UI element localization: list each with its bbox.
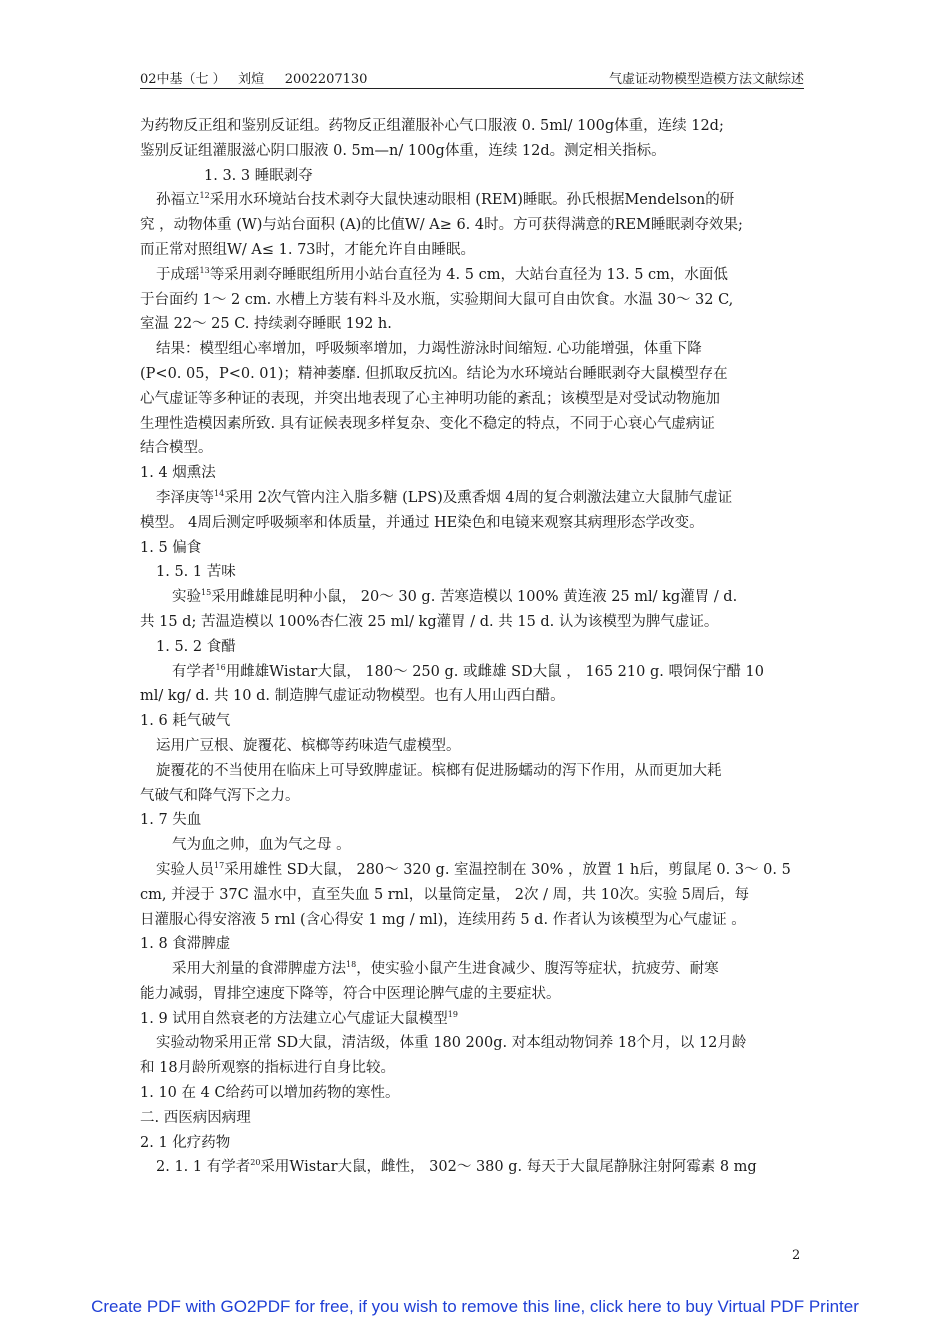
text-line	[140, 362, 806, 387]
text-line	[140, 759, 806, 784]
text-line	[140, 1131, 806, 1156]
line-text: 心气虚证等多种证的表现，并突出地表现了心主神明功能的紊乱；该模型是对受试动物施加	[140, 390, 720, 407]
line-text: 生理性造模因素所致. 具有证候表现多样复杂、变化不稳定的特点，不同于心衰心气虚病证	[140, 415, 715, 432]
line-text: 和 18月龄所观察的指标进行自身比较。	[140, 1060, 396, 1077]
text-line	[140, 585, 806, 610]
text-line	[140, 1155, 806, 1180]
line-text: 二. 西医病因病理	[140, 1109, 251, 1126]
line-text: 李泽庚等	[156, 489, 214, 506]
line-text: 1. 6 耗气破气	[140, 713, 231, 730]
line-text-continued: 用雌雄Wistar大鼠， 180～ 250 g. 或雌雄 SD大鼠 ， 165 210 g. 喂饲保宁醋 10	[225, 663, 765, 680]
line-text-continued: 采用 2次气管内注入脂多糖 (LPS)及熏香烟 4周的复合刺激法建立大鼠肺气虚证	[224, 489, 733, 506]
text-line	[140, 957, 806, 982]
text-line	[140, 436, 806, 461]
citation-ref: 20	[250, 1158, 261, 1168]
text-line	[140, 139, 806, 164]
line-text: 究 ，动物体重 (W)与站台面积 (A)的比值W/ A≥ 6. 4时。方可获得满意的REM睡眠剥夺效果;	[140, 217, 743, 234]
header-title: 气虚证动物模型造模方法文献综述	[608, 72, 804, 87]
line-text: 实验动物采用正常 SD大鼠，清洁级，体重 180 200g. 对本组动物饲养 18个月，以 12月龄	[156, 1035, 747, 1052]
text-line	[140, 709, 806, 734]
citation-ref: 12	[199, 191, 210, 201]
line-text: 结果：模型组心率增加，呼吸频率增加，力竭性游泳时间缩短. 心功能增强，体重下降	[156, 341, 702, 358]
line-text: ml/ kg/ d. 共 10 d. 制造脾气虚证动物模型。也有人用山西白醋。	[140, 688, 565, 705]
line-text: 旋覆花的不当使用在临床上可导致脾虚证。槟榔有促进肠蠕动的泻下作用，从而更加大耗	[156, 762, 722, 779]
text-line	[140, 164, 806, 189]
line-text: 为药物反正组和鉴别反证组。药物反正组灌服补心气口服液 0. 5ml/ 100g体重，连续 12d;	[140, 118, 724, 134]
citation-ref: 15	[201, 588, 212, 598]
line-text: 1. 9 试用自然衰老的方法建立心气虚证大鼠模型	[140, 1010, 448, 1027]
text-line	[140, 635, 806, 660]
line-text: 鉴别反证组灌服滋心阴口服液 0. 5m—n/ 100g体重，连续 12d。测定相关指标。	[140, 142, 666, 159]
line-text: 于成瑶	[156, 266, 200, 283]
text-line	[140, 337, 806, 362]
text-line	[140, 560, 806, 585]
line-text: cm, 并浸于 37C 温水中，直至失血 5 rnl，以量筒定量， 2次 / 周，共 10次。实验 5周后，每	[140, 886, 750, 903]
line-text-continued: 采用雌雄昆明种小鼠， 20～ 30 g. 苦寒造模以 100% 黄连液 25 ml/ kg灌胃 / d.	[211, 589, 738, 606]
line-text-continued: 采用Wistar大鼠，雌性， 302～ 380 g. 每天于大鼠尾静脉注射阿霉素 8 mg	[260, 1159, 757, 1176]
line-text: 而正常对照组W/ A≤ 1. 73时，才能允许自由睡眠。	[140, 241, 476, 258]
text-line	[140, 808, 806, 833]
text-line	[140, 660, 806, 685]
text-line	[140, 263, 806, 288]
text-line	[140, 932, 806, 957]
text-line	[140, 312, 806, 337]
line-text: 1. 10 在 4 C给药可以增加药物的寒性。	[140, 1085, 400, 1102]
line-text: 1. 5 偏食	[140, 539, 202, 556]
text-line	[140, 833, 806, 858]
body-text	[140, 114, 806, 1180]
line-text-continued: 采用水环境站台技术剥夺大鼠快速动眼相 (REM)睡眠。孙氏根据Mendelson的研	[209, 192, 735, 209]
page-number: 2	[792, 1248, 801, 1263]
line-text: 室温 22～ 25 C. 持续剥夺睡眠 192 h.	[140, 316, 392, 333]
line-text: 气为血之帅，血为气之母 。	[172, 837, 351, 854]
footer-pdf-link[interactable]: Create PDF with GO2PDF for free, if you wish to remove this line, click here to buy Virtual PDF Printer	[91, 1297, 859, 1316]
line-text: 2. 1. 1 有学者	[156, 1159, 251, 1176]
line-text: 有学者	[172, 663, 216, 680]
text-line	[140, 486, 806, 511]
text-line	[140, 412, 806, 437]
text-line	[140, 734, 806, 759]
text-line	[140, 908, 806, 933]
page-header	[140, 66, 804, 89]
text-line	[140, 982, 806, 1007]
citation-ref: 18	[346, 960, 357, 970]
text-line	[140, 1056, 806, 1081]
line-text: 1. 5. 1 苦味	[156, 564, 236, 581]
text-line	[140, 387, 806, 412]
line-text: 孙福立	[156, 192, 200, 209]
line-text-continued: 等采用剥夺睡眠组所用小站台直径为 4. 5 cm，大站台直径为 13. 5 cm，水面低	[209, 266, 728, 283]
text-line	[140, 610, 806, 635]
line-text: 运用广豆根、旋覆花、槟榔等药味造气虚模型。	[156, 737, 461, 754]
line-text: (P<0. 05，P<0. 01)；精神萎靡. 但抓取反抗凶。结论为水环境站台睡眠剥夺大鼠模型存在	[140, 365, 728, 382]
text-line	[140, 511, 806, 536]
text-line	[140, 784, 806, 809]
text-line	[140, 883, 806, 908]
text-line	[140, 1007, 806, 1032]
line-text: 模型。 4周后测定呼吸频率和体质量，并通过 HE染色和电镜来观察其病理形态学改变。	[140, 514, 704, 531]
citation-ref: 17	[214, 860, 225, 870]
text-line	[140, 1031, 806, 1056]
line-text: 于台面约 1～ 2 cm. 水槽上方装有料斗及水瓶，实验期间大鼠可自由饮食。水温 30～ 32 C,	[140, 291, 734, 308]
line-text: 1. 8 食滞脾虚	[140, 936, 231, 953]
text-line	[140, 213, 806, 238]
citation-ref: 13	[199, 265, 210, 275]
line-text: 采用大剂量的食滞脾虚方法	[172, 961, 346, 978]
text-line	[140, 114, 806, 139]
line-text: 1. 5. 2 食醋	[156, 638, 236, 655]
text-line	[140, 188, 806, 213]
line-text-continued: ，使实验小鼠产生进食减少、腹泻等症状，抗疲劳、耐寒	[356, 961, 719, 978]
line-text: 日灌服心得安溶液 5 rnl (含心得安 1 mg / ml)，连续用药 5 d. 作者认为该模型为心气虚证 。	[140, 911, 746, 928]
text-line	[140, 288, 806, 313]
text-line	[140, 536, 806, 561]
line-text: 气破气和降气泻下之力。	[140, 787, 300, 804]
line-text-continued: 采用雄性 SD大鼠， 280～ 320 g. 室温控制在 30% ，放置 1 h后，剪鼠尾 0. 3～ 0. 5	[224, 861, 791, 878]
line-text: 2. 1 化疗药物	[140, 1134, 231, 1151]
text-line	[140, 238, 806, 263]
line-text: 1. 7 失血	[140, 812, 202, 829]
line-text: 1. 3. 3 睡眠剥夺	[204, 167, 313, 184]
line-text: 实验人员	[156, 861, 214, 878]
line-text: 实验	[172, 589, 201, 606]
text-line	[140, 858, 806, 883]
line-text: 1. 4 烟熏法	[140, 465, 216, 482]
citation-ref: 16	[215, 662, 226, 672]
line-text: 共 15 d; 苦温造模以 100%杏仁液 25 ml/ kg灌胃 / d. 共 15 d. 认为该模型为脾气虚证。	[140, 613, 719, 630]
text-line	[140, 684, 806, 709]
line-text: 结合模型。	[140, 440, 213, 457]
text-line	[140, 1106, 806, 1131]
header-left-text: 02中基（七 ） 刘煊 2002207130	[140, 72, 368, 87]
text-line	[140, 461, 806, 486]
citation-ref: 19	[447, 1009, 458, 1019]
text-line	[140, 1081, 806, 1106]
citation-ref: 14	[214, 488, 225, 498]
line-text: 能力减弱，胃排空速度下降等，符合中医理论脾气虚的主要症状。	[140, 985, 561, 1002]
